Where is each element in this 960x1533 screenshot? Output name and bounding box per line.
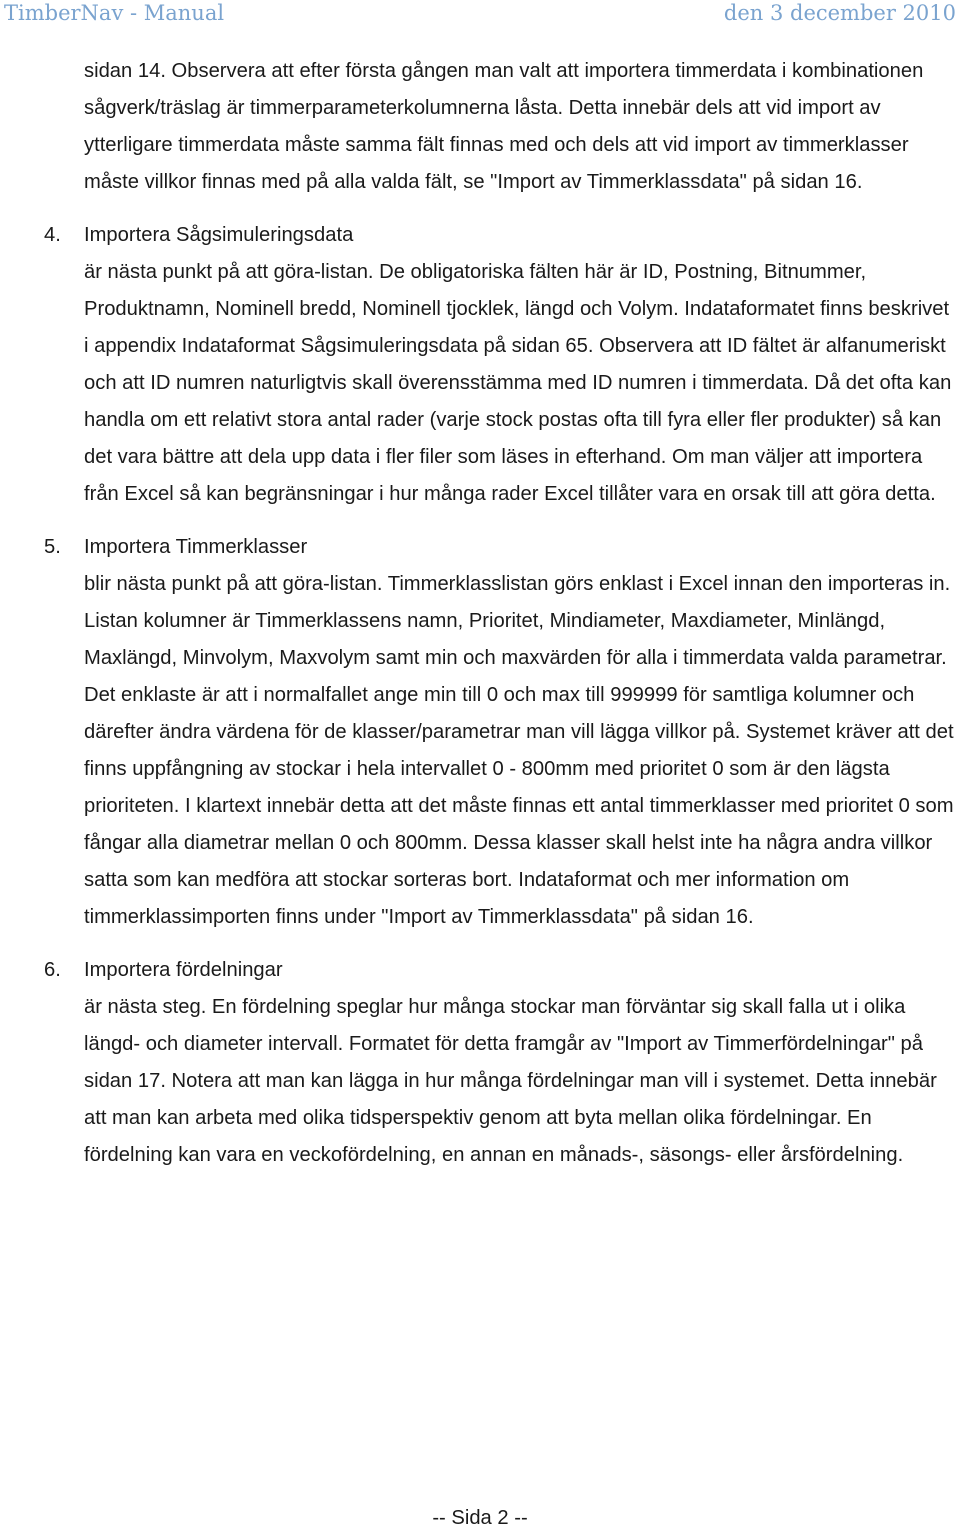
list-item-number: 6.: [44, 959, 61, 981]
header-document-title: TimberNav - Manual: [4, 1, 225, 25]
list-item-title: Importera Timmerklasser: [84, 536, 308, 558]
list-item-body: är nästa steg. En fördelning speglar hur många stockar man förväntar sig skall falla ut i olika längd- och diameter intervall. Formatet för detta framgår av "Import av Timmerfördelningar" på sidan 17. Notera att man kan lägga in hur många fördelningar man vill i systemet. Detta innebär att man kan arbeta med olika tidsperspektiv genom att byta mellan olika fördelningar. En fördelning kan vara en veckofördelning, en annan en månads-, säsongs- eller årsfördelning.: [84, 996, 937, 1166]
list-item-4: [0, 217, 960, 513]
list-item-body: är nästa punkt på att göra-listan. De obligatoriska fälten här är ID, Postning, Bitnummer, Produktnamn, Nominell bredd, Nominell tjocklek, längd och Volym. Indataformatet finns beskrivet i appendix Indataformat Sågsimuleringsdata på sidan 65. Observera att ID fältet är alfanumeriskt och att ID numren naturligtvis skall överensstämma med ID numren i timmerdata. Då det ofta kan handla om ett relativt stora antal rader (varje stock postas ofta till fyra eller fler produkter) så kan det vara bättre att dela upp data i fler filer som läses in efterhand. Om man väljer att importera från Excel så kan begränsningar i hur många rader Excel tillåter vara en orsak till att göra detta.: [84, 261, 952, 505]
document-body: [0, 53, 960, 1174]
list-item-5: [0, 529, 960, 936]
list-item-number: 4.: [44, 224, 61, 246]
page-number: -- Sida 2 --: [432, 1507, 528, 1529]
list-item-title: Importera fördelningar: [84, 959, 283, 981]
page-footer: [0, 1503, 960, 1533]
page-header: [0, 0, 960, 30]
list-item-body: blir nästa punkt på att göra-listan. Timmerklasslistan görs enklast i Excel innan den importeras in. Listan kolumner är Timmerklassens namn, Prioritet, Mindiameter, Maxdiameter, Minlängd, Maxlängd, Minvolym, Maxvolym samt min och maxvärden för alla i timmerdata valda parametrar. Det enklaste är att i normalfallet ange min till 0 och max till 999999 för samtliga kolumner och därefter ändra värdena för de klasser/parametrar man vill lägga villkor på. Systemet kräver att det finns uppfångning av stockar i hela intervallet 0 - 800mm med prioritet 0 som är den lägsta prioriteten. I klartext innebär detta att det måste finnas ett antal timmerklasser med prioritet 0 som fångar alla diametrar mellan 0 och 800mm. Dessa klasser skall helst inte ha några andra villkor satta som kan medföra att stockar sorteras bort. Indataformat och mer information om timmerklassimporten finns under "Import av Timmerklassdata" på sidan 16.: [84, 573, 954, 928]
list-item-6: [0, 952, 960, 1174]
list-item-number: 5.: [44, 536, 61, 558]
header-date: den 3 december 2010: [723, 1, 956, 25]
intro-paragraph: sidan 14. Observera att efter första gången man valt att importera timmerdata i kombinationen sågverk/träslag är timmerparameterkolumnerna låsta. Detta innebär dels att vid import av ytterligare timmerdata måste samma fält finnas med och dels att vid import av timmerklasser måste villkor finnas med på alla valda fält, se "Import av Timmerklassdata" på sidan 16.: [84, 60, 924, 193]
list-item-title: Importera Sågsimuleringsdata: [84, 224, 354, 246]
